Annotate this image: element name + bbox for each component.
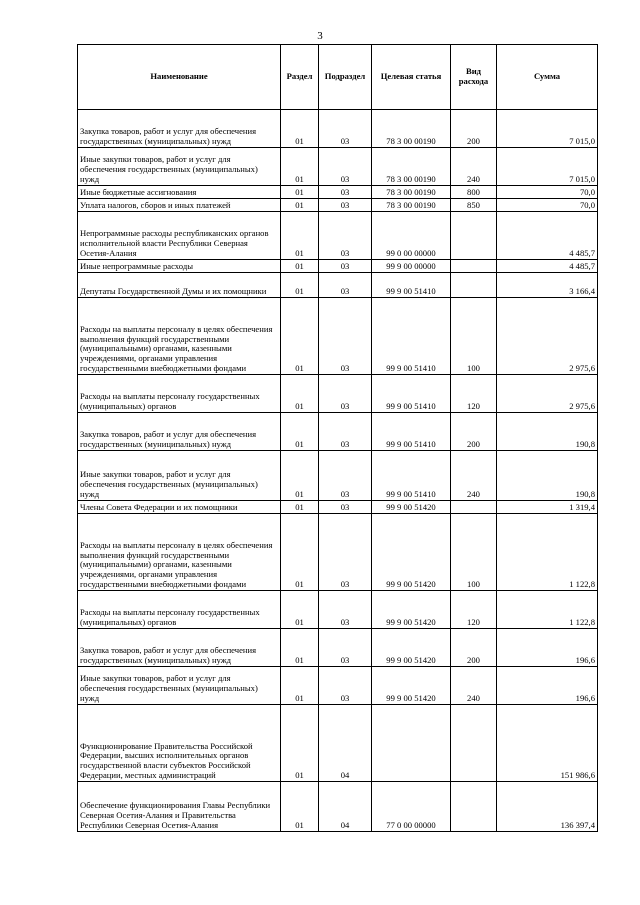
row-name-cell: Непрограммные расходы республиканских органов исполнительной власти Республики Северная Осетия-Алания — [78, 212, 281, 260]
row-vid-cell: 120 — [451, 591, 497, 629]
row-name-cell: Закупка товаров, работ и услуг для обеспечения государственных (муниципальных) нужд — [78, 629, 281, 667]
row-podrazdel-cell: 03 — [319, 451, 372, 501]
row-razdel-cell: 01 — [281, 110, 319, 148]
row-name-cell: Закупка товаров, работ и услуг для обеспечения государственных (муниципальных) нужд — [78, 413, 281, 451]
row-podrazdel-cell: 03 — [319, 212, 372, 260]
row-vid-cell: 100 — [451, 298, 497, 375]
row-podrazdel-cell: 03 — [319, 501, 372, 514]
header-sum: Сумма — [497, 45, 598, 110]
row-target-cell: 99 9 00 51420 — [372, 667, 451, 705]
table-row — [78, 298, 598, 375]
table-row — [78, 629, 598, 667]
row-sum-cell: 70,0 — [497, 199, 598, 212]
row-name-cell: Обеспечение функционирования Главы Республики Северная Осетия-Алания и Правительства Республики Северная Осетия-Алания — [78, 782, 281, 832]
row-vid-cell — [451, 260, 497, 273]
page-number: 3 — [317, 30, 323, 42]
row-sum-cell: 1 122,8 — [497, 591, 598, 629]
row-razdel-cell: 01 — [281, 501, 319, 514]
row-podrazdel-cell: 03 — [319, 375, 372, 413]
row-vid-cell: 200 — [451, 110, 497, 148]
table-row — [78, 273, 598, 298]
row-name-cell: Расходы на выплаты персоналу в целях обеспечения выполнения функций государственными (муниципальными) органами, казенными учреждениями, органами управления государственными внебюджетными фондами — [78, 514, 281, 591]
row-razdel-cell: 01 — [281, 148, 319, 186]
row-target-cell: 78 3 00 00190 — [372, 199, 451, 212]
table-row — [78, 514, 598, 591]
row-target-cell: 99 9 00 51420 — [372, 629, 451, 667]
row-name-cell: Расходы на выплаты персоналу государственных (муниципальных) органов — [78, 591, 281, 629]
row-razdel-cell: 01 — [281, 413, 319, 451]
row-razdel-cell: 01 — [281, 514, 319, 591]
row-podrazdel-cell: 03 — [319, 186, 372, 199]
row-razdel-cell: 01 — [281, 451, 319, 501]
row-vid-cell: 240 — [451, 451, 497, 501]
table-row — [78, 148, 598, 186]
row-podrazdel-cell: 03 — [319, 413, 372, 451]
row-vid-cell — [451, 705, 497, 782]
table-row — [78, 591, 598, 629]
row-name-cell: Расходы на выплаты персоналу в целях обеспечения выполнения функций государственными (муниципальными) органами, казенными учреждениями, органами управления государственными внебюджетными фондами — [78, 298, 281, 375]
header-name: Наименование — [78, 45, 281, 110]
row-vid-cell: 240 — [451, 148, 497, 186]
row-name-cell: Уплата налогов, сборов и иных платежей — [78, 199, 281, 212]
row-name-cell: Иные закупки товаров, работ и услуг для обеспечения государственных (муниципальных) нужд — [78, 451, 281, 501]
row-razdel-cell: 01 — [281, 186, 319, 199]
row-sum-cell: 7 015,0 — [497, 148, 598, 186]
row-vid-cell — [451, 273, 497, 298]
table-row — [78, 186, 598, 199]
row-name-cell: Депутаты Государственной Думы и их помощники — [78, 273, 281, 298]
row-vid-cell — [451, 212, 497, 260]
table-row — [78, 212, 598, 260]
row-podrazdel-cell: 04 — [319, 782, 372, 832]
row-razdel-cell: 01 — [281, 629, 319, 667]
row-sum-cell: 196,6 — [497, 667, 598, 705]
row-podrazdel-cell: 03 — [319, 273, 372, 298]
row-podrazdel-cell: 03 — [319, 591, 372, 629]
row-target-cell: 77 0 00 00000 — [372, 782, 451, 832]
row-sum-cell: 190,8 — [497, 451, 598, 501]
row-name-cell: Иные бюджетные ассигнования — [78, 186, 281, 199]
row-target-cell: 99 9 00 51410 — [372, 273, 451, 298]
row-vid-cell — [451, 501, 497, 514]
row-vid-cell: 800 — [451, 186, 497, 199]
row-name-cell: Закупка товаров, работ и услуг для обеспечения государственных (муниципальных) нужд — [78, 110, 281, 148]
row-podrazdel-cell: 03 — [319, 148, 372, 186]
row-podrazdel-cell: 03 — [319, 199, 372, 212]
row-podrazdel-cell: 03 — [319, 667, 372, 705]
row-target-cell: 78 3 00 00190 — [372, 148, 451, 186]
row-vid-cell: 850 — [451, 199, 497, 212]
table-row — [78, 375, 598, 413]
row-razdel-cell: 01 — [281, 298, 319, 375]
row-razdel-cell: 01 — [281, 667, 319, 705]
table-row — [78, 667, 598, 705]
row-podrazdel-cell: 03 — [319, 629, 372, 667]
row-target-cell: 99 9 00 51410 — [372, 413, 451, 451]
row-razdel-cell: 01 — [281, 375, 319, 413]
row-podrazdel-cell: 03 — [319, 110, 372, 148]
row-target-cell: 99 9 00 51420 — [372, 591, 451, 629]
row-razdel-cell: 01 — [281, 782, 319, 832]
row-sum-cell: 196,6 — [497, 629, 598, 667]
row-razdel-cell: 01 — [281, 260, 319, 273]
row-target-cell: 99 9 00 51420 — [372, 501, 451, 514]
row-target-cell: 99 0 00 00000 — [372, 212, 451, 260]
row-target-cell: 99 9 00 51410 — [372, 375, 451, 413]
row-name-cell: Иные закупки товаров, работ и услуг для обеспечения государственных (муниципальных) нужд — [78, 148, 281, 186]
row-target-cell: 99 9 00 51410 — [372, 451, 451, 501]
row-sum-cell: 1 122,8 — [497, 514, 598, 591]
table-row — [78, 110, 598, 148]
row-razdel-cell: 01 — [281, 212, 319, 260]
row-sum-cell: 1 319,4 — [497, 501, 598, 514]
row-target-cell: 99 9 00 51420 — [372, 514, 451, 591]
table-row — [78, 413, 598, 451]
row-sum-cell: 70,0 — [497, 186, 598, 199]
row-razdel-cell: 01 — [281, 705, 319, 782]
table-row — [78, 260, 598, 273]
row-sum-cell: 4 485,7 — [497, 260, 598, 273]
row-vid-cell: 120 — [451, 375, 497, 413]
row-target-cell: 78 3 00 00190 — [372, 186, 451, 199]
row-vid-cell: 200 — [451, 413, 497, 451]
header-razdel: Раздел — [281, 45, 319, 110]
row-name-cell: Функционирование Правительства Российской Федерации, высших исполнительных органов государственной власти субъектов Российской Федерации, местных администраций — [78, 705, 281, 782]
row-razdel-cell: 01 — [281, 199, 319, 212]
row-vid-cell — [451, 782, 497, 832]
row-podrazdel-cell: 03 — [319, 298, 372, 375]
row-sum-cell: 4 485,7 — [497, 212, 598, 260]
table-row — [78, 451, 598, 501]
row-sum-cell: 190,8 — [497, 413, 598, 451]
row-sum-cell: 3 166,4 — [497, 273, 598, 298]
row-target-cell: 78 3 00 00190 — [372, 110, 451, 148]
row-name-cell: Иные закупки товаров, работ и услуг для обеспечения государственных (муниципальных) нужд — [78, 667, 281, 705]
row-podrazdel-cell: 03 — [319, 514, 372, 591]
row-podrazdel-cell: 04 — [319, 705, 372, 782]
row-target-cell — [372, 705, 451, 782]
table-row — [78, 501, 598, 514]
row-target-cell: 99 9 00 51410 — [372, 298, 451, 375]
row-razdel-cell: 01 — [281, 273, 319, 298]
row-vid-cell: 240 — [451, 667, 497, 705]
row-sum-cell: 2 975,6 — [497, 298, 598, 375]
row-razdel-cell: 01 — [281, 591, 319, 629]
row-name-cell: Члены Совета Федерации и их помощники — [78, 501, 281, 514]
table-row — [78, 782, 598, 832]
table-header-row — [78, 45, 598, 110]
budget-table — [77, 44, 598, 832]
row-sum-cell: 136 397,4 — [497, 782, 598, 832]
header-podrazdel: Подраздел — [319, 45, 372, 110]
header-vid: Вид расхода — [451, 45, 497, 110]
table-row — [78, 705, 598, 782]
row-target-cell: 99 9 00 00000 — [372, 260, 451, 273]
row-sum-cell: 7 015,0 — [497, 110, 598, 148]
row-podrazdel-cell: 03 — [319, 260, 372, 273]
row-name-cell: Расходы на выплаты персоналу государственных (муниципальных) органов — [78, 375, 281, 413]
header-target: Целевая статья — [372, 45, 451, 110]
row-vid-cell: 100 — [451, 514, 497, 591]
row-sum-cell: 151 986,6 — [497, 705, 598, 782]
table-row — [78, 199, 598, 212]
row-sum-cell: 2 975,6 — [497, 375, 598, 413]
row-vid-cell: 200 — [451, 629, 497, 667]
row-name-cell: Иные непрограммные расходы — [78, 260, 281, 273]
